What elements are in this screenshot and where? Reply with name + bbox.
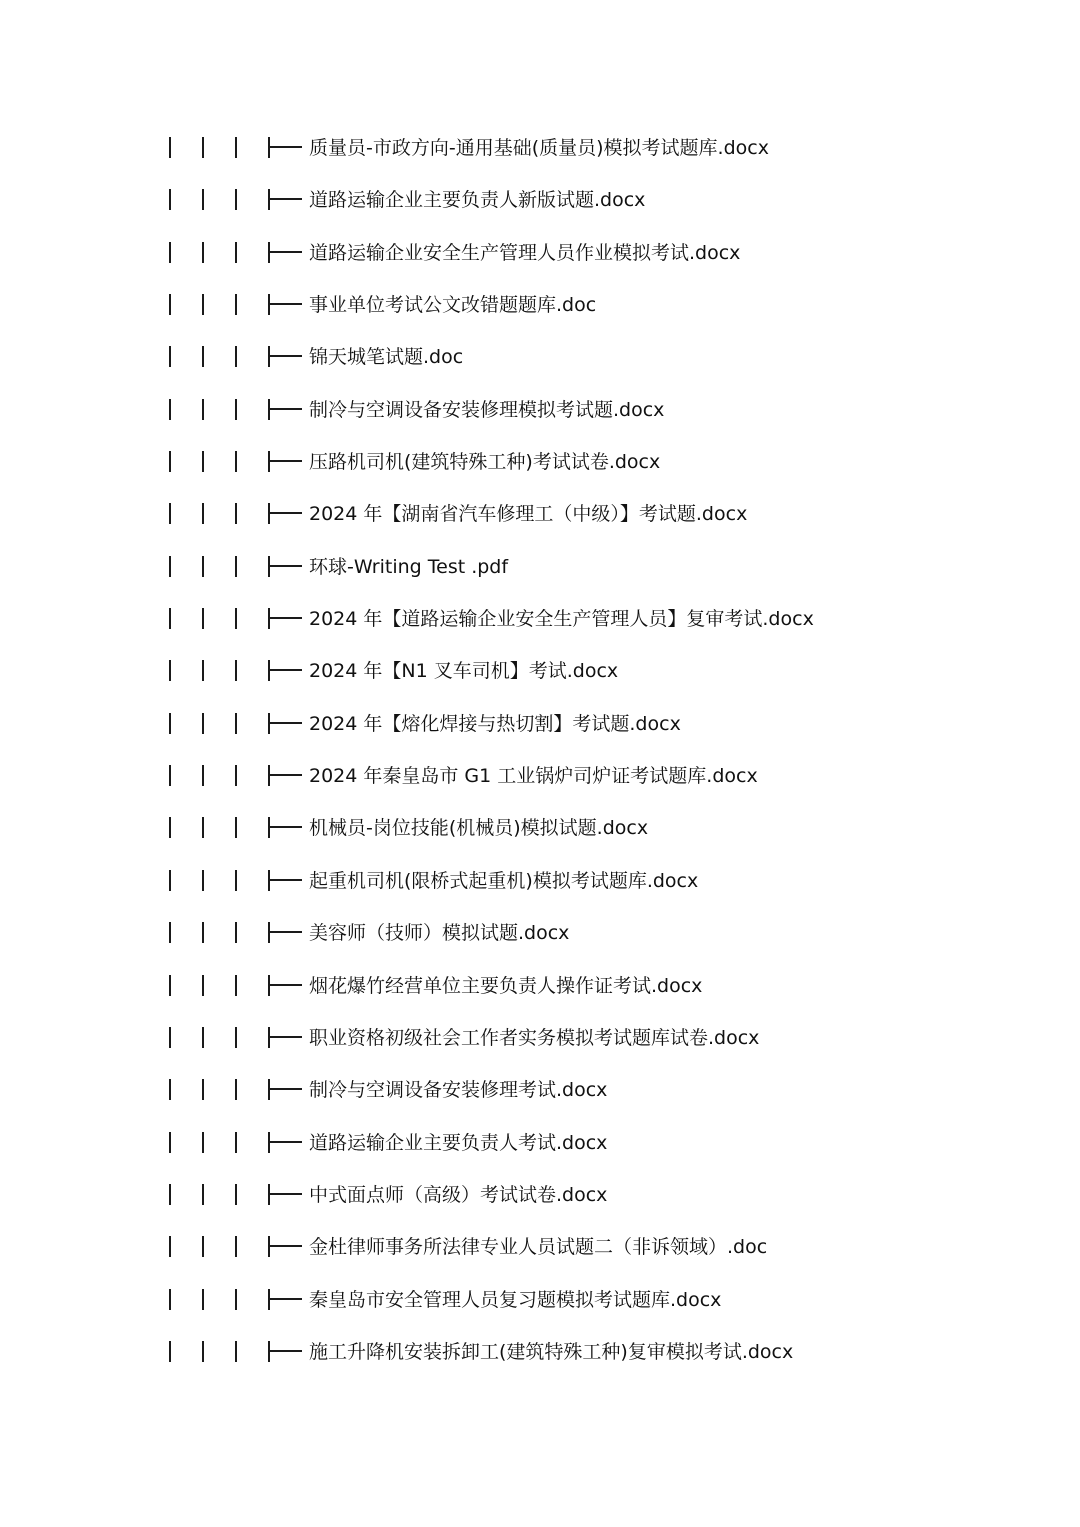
file-name: 制冷与空调设备安装修理模拟考试题.docx	[309, 398, 665, 421]
file-name: 机械员-岗位技能(机械员)模拟试题.docx	[309, 817, 649, 840]
tree-vertical-line	[169, 399, 171, 420]
tree-vertical-line	[169, 294, 171, 315]
tree-vertical-line	[169, 660, 171, 681]
tree-branch-connector	[268, 1341, 270, 1362]
tree-vertical-line	[169, 817, 171, 838]
tree-branch-connector	[268, 346, 270, 367]
tree-vertical-line	[235, 765, 237, 786]
tree-vertical-line	[202, 713, 204, 734]
tree-vertical-line	[235, 451, 237, 472]
tree-entry	[166, 699, 1046, 751]
tree-branch-connector	[268, 189, 270, 210]
tree-vertical-line	[202, 1341, 204, 1362]
tree-vertical-line	[202, 1079, 204, 1100]
tree-vertical-line	[235, 975, 237, 996]
tree-vertical-line	[235, 660, 237, 681]
tree-branch-connector	[268, 242, 270, 263]
tree-entry	[166, 489, 1046, 541]
tree-vertical-line	[202, 451, 204, 472]
file-name: 秦皇岛市安全管理人员复习题模拟考试题库.docx	[309, 1288, 722, 1311]
tree-vertical-line	[169, 503, 171, 524]
tree-vertical-line	[202, 137, 204, 158]
tree-vertical-line	[235, 503, 237, 524]
file-name: 制冷与空调设备安装修理考试.docx	[309, 1079, 608, 1102]
tree-vertical-line	[202, 608, 204, 629]
tree-branch-connector	[268, 922, 270, 943]
file-name: 职业资格初级社会工作者实务模拟考试题库试卷.docx	[309, 1026, 760, 1049]
tree-vertical-line	[169, 975, 171, 996]
tree-branch-connector	[268, 765, 270, 786]
tree-vertical-line	[235, 242, 237, 263]
tree-vertical-line	[235, 189, 237, 210]
file-name: 道路运输企业主要负责人新版试题.docx	[309, 189, 646, 212]
tree-entry	[166, 1170, 1046, 1222]
tree-vertical-line	[202, 1027, 204, 1048]
tree-vertical-line	[202, 189, 204, 210]
tree-entry	[166, 437, 1046, 489]
tree-branch-connector	[268, 870, 270, 891]
file-name: 道路运输企业安全生产管理人员作业模拟考试.docx	[309, 241, 741, 264]
tree-entry	[166, 385, 1046, 437]
tree-entry	[166, 542, 1046, 594]
tree-branch-connector	[268, 294, 270, 315]
tree-vertical-line	[202, 1236, 204, 1257]
tree-branch-connector	[268, 1027, 270, 1048]
tree-vertical-line	[235, 1341, 237, 1362]
tree-entry	[166, 228, 1046, 280]
tree-branch-connector	[268, 1289, 270, 1310]
tree-branch-connector	[268, 503, 270, 524]
tree-vertical-line	[202, 294, 204, 315]
tree-branch-connector	[268, 608, 270, 629]
tree-branch-connector	[268, 713, 270, 734]
tree-vertical-line	[169, 242, 171, 263]
file-tree-listing	[166, 123, 1046, 1379]
tree-vertical-line	[169, 765, 171, 786]
tree-entry	[166, 332, 1046, 384]
tree-vertical-line	[169, 137, 171, 158]
file-name: 中式面点师（高级）考试试卷.docx	[309, 1183, 608, 1206]
tree-entry	[166, 856, 1046, 908]
tree-vertical-line	[169, 189, 171, 210]
tree-vertical-line	[169, 922, 171, 943]
tree-vertical-line	[235, 399, 237, 420]
tree-branch-connector	[268, 1079, 270, 1100]
file-name: 压路机司机(建筑特殊工种)考试试卷.docx	[309, 451, 661, 474]
tree-entry	[166, 908, 1046, 960]
tree-branch-connector	[268, 399, 270, 420]
tree-branch-connector	[268, 817, 270, 838]
file-name: 美容师（技师）模拟试题.docx	[309, 922, 570, 945]
file-name: 起重机司机(限桥式起重机)模拟考试题库.docx	[309, 869, 699, 892]
tree-vertical-line	[169, 556, 171, 577]
tree-vertical-line	[235, 922, 237, 943]
tree-entry	[166, 1327, 1046, 1379]
file-name: 事业单位考试公文改错题题库.doc	[309, 294, 597, 317]
tree-branch-connector	[268, 137, 270, 158]
tree-entry	[166, 751, 1046, 803]
tree-vertical-line	[202, 346, 204, 367]
tree-vertical-line	[202, 1184, 204, 1205]
tree-vertical-line	[202, 975, 204, 996]
tree-branch-connector	[268, 1132, 270, 1153]
tree-vertical-line	[169, 870, 171, 891]
file-name: 2024 年【熔化焊接与热切割】考试题.docx	[309, 712, 681, 735]
tree-vertical-line	[235, 346, 237, 367]
tree-entry	[166, 1013, 1046, 1065]
tree-entry	[166, 646, 1046, 698]
file-name: 烟花爆竹经营单位主要负责人操作证考试.docx	[309, 974, 703, 997]
tree-vertical-line	[235, 1184, 237, 1205]
file-name: 2024 年秦皇岛市 G1 工业锅炉司炉证考试题库.docx	[309, 765, 758, 788]
tree-vertical-line	[169, 1236, 171, 1257]
tree-entry	[166, 1222, 1046, 1274]
tree-vertical-line	[235, 1027, 237, 1048]
tree-entry	[166, 594, 1046, 646]
tree-entry	[166, 1065, 1046, 1117]
tree-entry	[166, 280, 1046, 332]
tree-vertical-line	[235, 294, 237, 315]
tree-vertical-line	[202, 765, 204, 786]
file-name: 2024 年【道路运输企业安全生产管理人员】复审考试.docx	[309, 608, 814, 631]
tree-vertical-line	[235, 713, 237, 734]
tree-vertical-line	[169, 1289, 171, 1310]
tree-vertical-line	[202, 503, 204, 524]
tree-vertical-line	[202, 1289, 204, 1310]
tree-vertical-line	[202, 1132, 204, 1153]
tree-vertical-line	[169, 1132, 171, 1153]
file-name: 2024 年【N1 叉车司机】考试.docx	[309, 660, 619, 683]
tree-vertical-line	[235, 1132, 237, 1153]
file-name: 锦天城笔试题.doc	[309, 346, 464, 369]
tree-branch-connector	[268, 451, 270, 472]
tree-vertical-line	[202, 922, 204, 943]
tree-branch-connector	[268, 1236, 270, 1257]
tree-vertical-line	[169, 1079, 171, 1100]
tree-vertical-line	[169, 1027, 171, 1048]
tree-vertical-line	[169, 608, 171, 629]
file-name: 2024 年【湖南省汽车修理工（中级）】考试题.docx	[309, 503, 748, 526]
tree-entry	[166, 1275, 1046, 1327]
tree-vertical-line	[235, 870, 237, 891]
tree-vertical-line	[202, 817, 204, 838]
tree-vertical-line	[235, 608, 237, 629]
tree-vertical-line	[202, 242, 204, 263]
tree-vertical-line	[169, 1341, 171, 1362]
tree-entry	[166, 961, 1046, 1013]
tree-vertical-line	[202, 870, 204, 891]
tree-vertical-line	[235, 1289, 237, 1310]
tree-entry	[166, 1118, 1046, 1170]
file-name: 道路运输企业主要负责人考试.docx	[309, 1131, 608, 1154]
file-name: 金杜律师事务所法律专业人员试题二（非诉领域）.doc	[309, 1236, 768, 1259]
tree-branch-connector	[268, 975, 270, 996]
tree-vertical-line	[169, 1184, 171, 1205]
tree-vertical-line	[235, 556, 237, 577]
tree-vertical-line	[202, 660, 204, 681]
tree-branch-connector	[268, 660, 270, 681]
tree-vertical-line	[169, 451, 171, 472]
file-name: 环球-Writing Test .pdf	[309, 555, 509, 578]
tree-vertical-line	[169, 713, 171, 734]
tree-vertical-line	[202, 399, 204, 420]
file-name: 施工升降机安装拆卸工(建筑特殊工种)复审模拟考试.docx	[309, 1340, 794, 1363]
tree-vertical-line	[169, 346, 171, 367]
tree-branch-connector	[268, 1184, 270, 1205]
file-name: 质量员-市政方向-通用基础(质量员)模拟考试题库.docx	[309, 137, 769, 159]
tree-entry	[166, 175, 1046, 227]
tree-vertical-line	[202, 556, 204, 577]
tree-entry	[166, 123, 1046, 175]
tree-branch-connector	[268, 556, 270, 577]
tree-vertical-line	[235, 1079, 237, 1100]
tree-vertical-line	[235, 817, 237, 838]
tree-entry	[166, 803, 1046, 855]
tree-vertical-line	[235, 137, 237, 158]
tree-vertical-line	[235, 1236, 237, 1257]
